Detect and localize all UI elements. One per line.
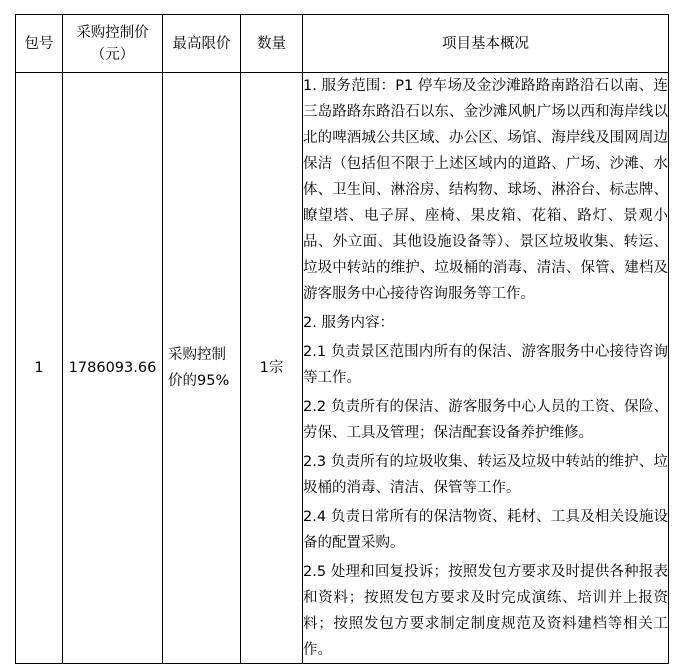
header-max-price: [163, 15, 241, 73]
header-overview: [303, 15, 669, 73]
header-overview-label: 项目基本概况: [442, 35, 529, 52]
header-max-price-label: 最高限价: [172, 35, 231, 52]
header-package-no-label: 包号: [24, 35, 54, 52]
overview-paragraph-2-3: 2.3 负责所有的垃圾收集、转运及垃圾中转站的维护、垃圾桶的消毒、清洁、保管等工作。: [303, 454, 668, 496]
table-row: [16, 73, 669, 664]
cell-max-price: [163, 73, 241, 664]
cell-quantity: [241, 73, 303, 664]
overview-paragraph-2-1: 2.1 负责景区范围内所有的保洁、游客服务中心接待咨询等工作。: [303, 344, 668, 386]
cell-control-price: [63, 73, 163, 664]
quantity-value: 1宗: [259, 360, 284, 376]
header-control-price-line2: （元）: [90, 46, 135, 63]
header-row: [16, 15, 669, 73]
overview-paragraph-service-content-title: 2. 服务内容：: [303, 315, 394, 331]
max-price-value: 采购控制价的95%: [168, 347, 230, 389]
overview-paragraph-2-5: 2.5 处理和回复投诉；按照发包方要求及时提供各种报表和资料；按照发包方要求及时完成演练、培训并上报资料；按照发包方要求制定制度规范及资料建档等相关工作。: [303, 564, 668, 658]
overview-paragraph-2-4: 2.4 负责日常所有的保洁物资、耗材、工具及相关设施设备的配置采购。: [303, 509, 668, 551]
procurement-overview-table: [15, 14, 669, 664]
overview-paragraph-service-scope: 1. 服务范围：P1 停车场及金沙滩路路南路沿石以南、连三岛路路东路沿石以东、金沙滩风帆广场以西和海岸线以北的啤酒城公共区域、办公区、场馆、海岸线及围网周边保洁（包括但不限于上述区域内的道路、广场、沙滩、水体、卫生间、淋浴房、结构物、球场、淋浴台、标志牌、瞭望塔、电子屏、座椅、果皮箱、花箱、路灯、景观小品、外立面、其他设施设备等）、景区垃圾收集、转运、垃圾中转站的维护、垃圾桶的消毒、清洁、保管、建档及游客服务中心接待咨询服务等工作。: [303, 78, 668, 302]
header-control-price-line1: 采购控制价: [76, 24, 149, 41]
cell-overview: [303, 73, 669, 664]
header-quantity: [241, 15, 303, 73]
header-quantity-label: 数量: [257, 35, 286, 52]
header-package-no: [16, 15, 63, 73]
overview-paragraph-2-2: 2.2 负责所有的保洁、游客服务中心人员的工资、保险、劳保、工具及管理；保洁配套设备养护维修。: [303, 399, 668, 441]
cell-package-no: [16, 73, 63, 664]
control-price-value: 1786093.66: [68, 360, 157, 376]
header-control-price: [63, 15, 163, 73]
package-no-value: 1: [34, 360, 44, 376]
procurement-overview-table-wrap: [15, 14, 669, 664]
